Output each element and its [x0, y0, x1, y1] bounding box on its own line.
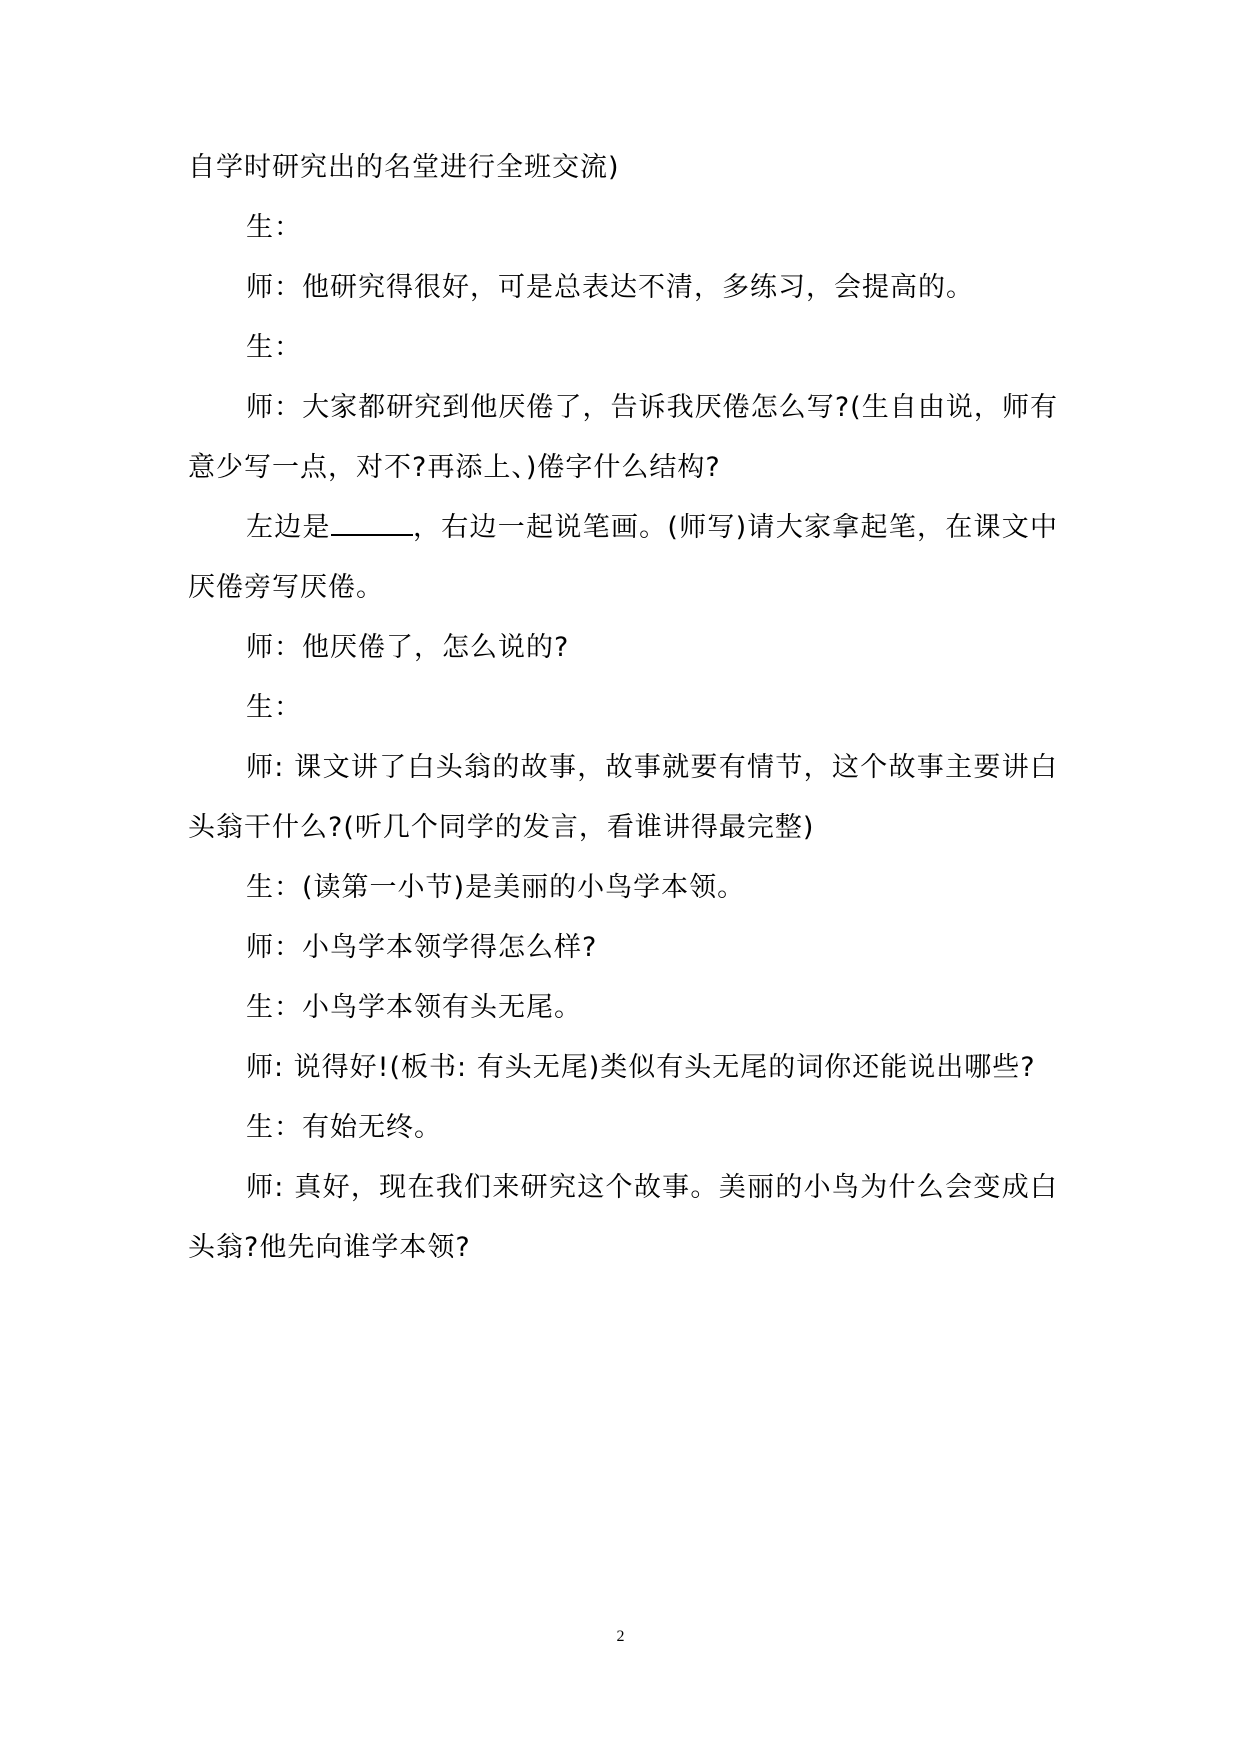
page-number: 2	[616, 1628, 625, 1645]
paragraph-11: 师：小鸟学本领学得怎么样?	[246, 932, 598, 963]
body-text	[188, 138, 1058, 1278]
paragraph-2: 生：	[246, 212, 302, 243]
paragraph-10: 生：(读第一小节)是美丽的小鸟学本领。	[246, 872, 746, 903]
paragraph-13: 师: 说得好!(板书: 有头无尾)类似有头无尾的词你还能说出哪些?	[246, 1052, 1036, 1083]
fill-in-blank	[331, 510, 413, 536]
paragraph-6-after-blank: ，右边一起说笔画。(师写)请大家拿起笔，在课文中厌倦旁写厌倦。	[188, 512, 1059, 603]
paragraph-3: 师：他研究得很好，可是总表达不清，多练习，会提高的。	[246, 272, 974, 303]
paragraph-7: 师：他厌倦了，怎么说的?	[246, 632, 570, 663]
paragraph-15: 师: 真好，现在我们来研究这个故事。美丽的小鸟为什么会变成白头翁?他先向谁学本领?	[188, 1172, 1058, 1263]
paragraph-6-before-blank: 左边是	[246, 512, 331, 543]
paragraph-6	[188, 498, 1058, 618]
paragraph-12: 生：小鸟学本领有头无尾。	[246, 992, 582, 1023]
paragraph-14: 生：有始无终。	[246, 1112, 442, 1143]
paragraph-1: 自学时研究出的名堂进行全班交流)	[188, 152, 620, 183]
paragraph-5: 师：大家都研究到他厌倦了，告诉我厌倦怎么写?(生自由说，师有意少写一点，对不?再添上、)倦字什么结构?	[188, 392, 1058, 483]
paragraph-9: 师: 课文讲了白头翁的故事，故事就要有情节，这个故事主要讲白头翁干什么?(听几个同学的发言，看谁讲得最完整)	[188, 752, 1058, 843]
paragraph-4: 生：	[246, 332, 302, 363]
paragraph-8: 生：	[246, 692, 302, 723]
